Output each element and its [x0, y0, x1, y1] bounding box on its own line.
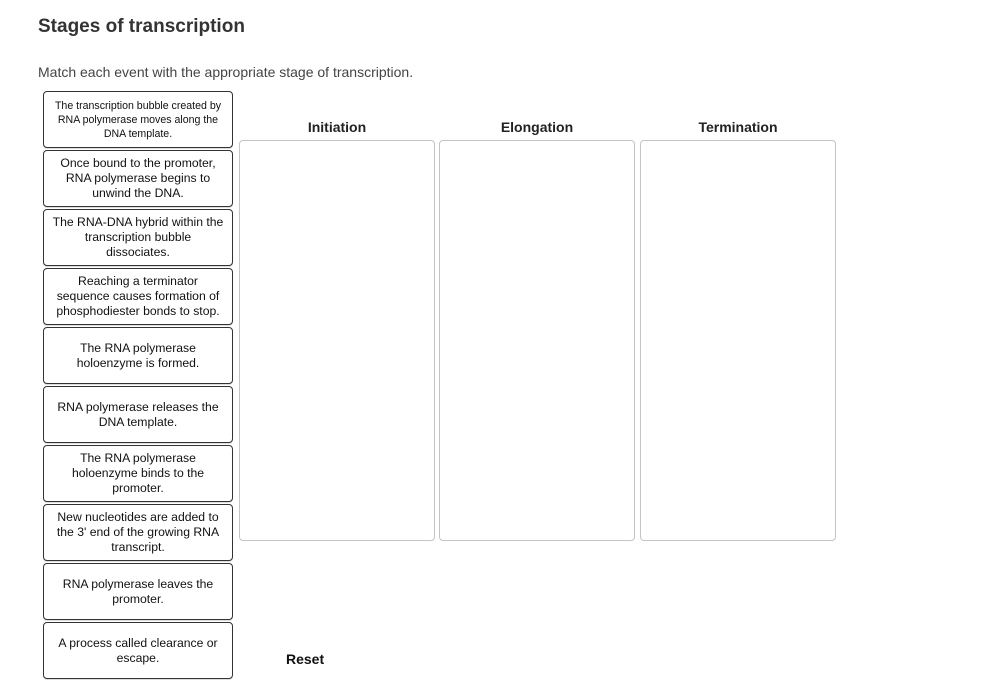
draggable-card[interactable]: New nucleotides are added to the 3' end of the growing RNA transcript. — [43, 504, 233, 561]
draggable-card[interactable]: The RNA-DNA hybrid within the transcription bubble dissociates. — [43, 209, 233, 266]
draggable-card[interactable]: The RNA polymerase holoenzyme binds to the promoter. — [43, 445, 233, 502]
drop-zone-initiation[interactable] — [239, 140, 435, 541]
column-header-termination: Termination — [698, 119, 778, 135]
draggable-card[interactable]: RNA polymerase releases the DNA template. — [43, 386, 233, 443]
column-header-initiation: Initiation — [307, 119, 367, 135]
drop-zone-elongation[interactable] — [439, 140, 635, 541]
draggable-card[interactable]: A process called clearance or escape. — [43, 622, 233, 679]
draggable-card[interactable]: Once bound to the promoter, RNA polymerase begins to unwind the DNA. — [43, 150, 233, 207]
column-header-elongation: Elongation — [500, 119, 574, 135]
reset-button[interactable]: Reset — [286, 651, 325, 667]
draggable-card[interactable]: The transcription bubble created by RNA polymerase moves along the DNA template. — [43, 91, 233, 148]
draggable-card[interactable]: The RNA polymerase holoenzyme is formed. — [43, 327, 233, 384]
draggable-card-list — [43, 91, 233, 681]
drop-zone-termination[interactable] — [640, 140, 836, 541]
page-title: Stages of transcription — [38, 16, 245, 37]
draggable-card[interactable]: RNA polymerase leaves the promoter. — [43, 563, 233, 620]
instructions: Match each event with the appropriate stage of transcription. — [38, 64, 414, 80]
draggable-card[interactable]: Reaching a terminator sequence causes formation of phosphodiester bonds to stop. — [43, 268, 233, 325]
